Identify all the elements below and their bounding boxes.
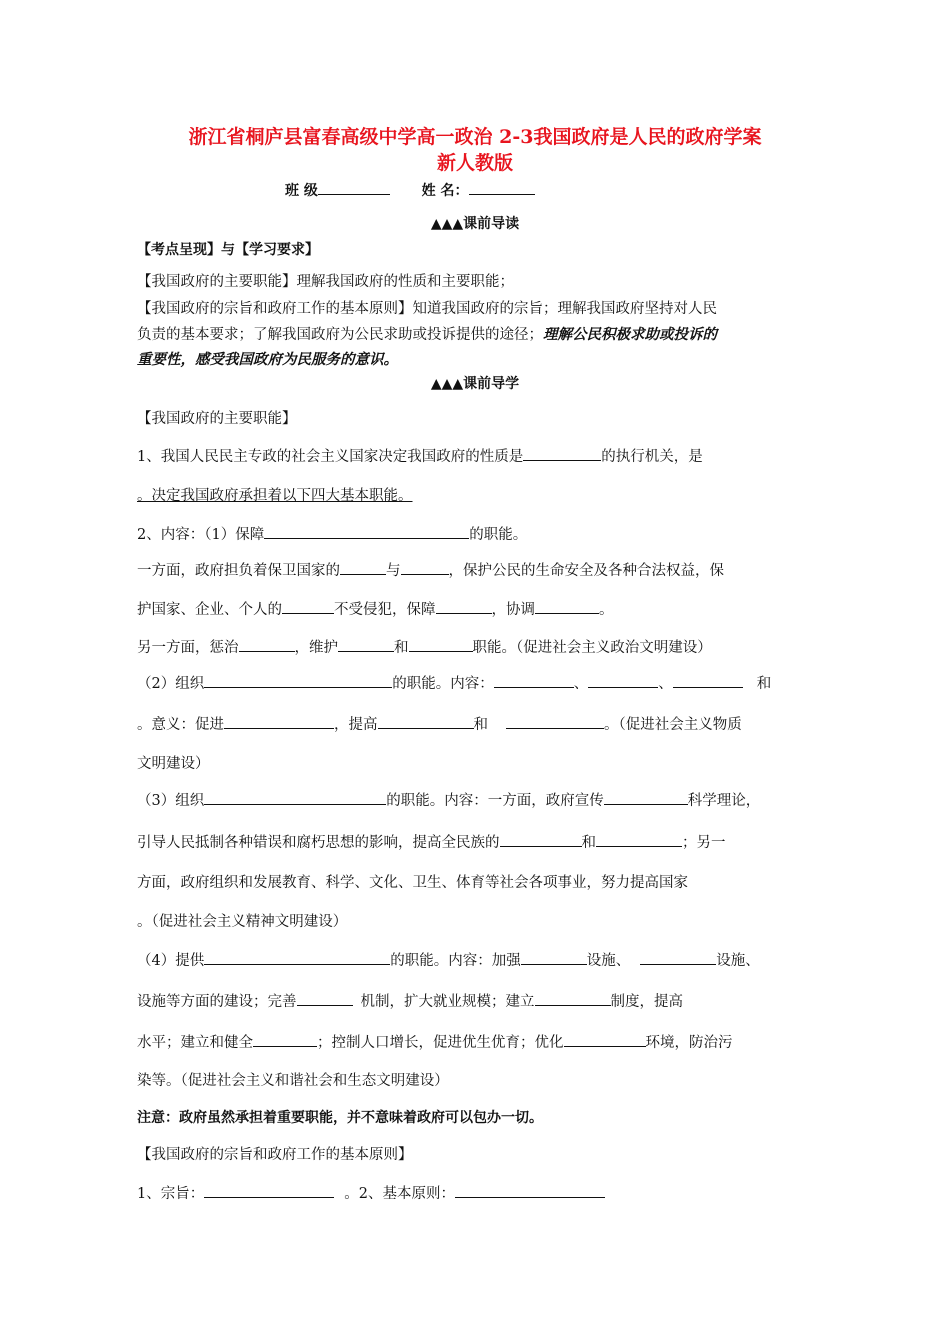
question-line: 1、我国人民民主专政的社会主义国家决定我国政府的性质是 的执行机关，是 [137,446,827,467]
answer-blank[interactable] [297,991,353,1006]
answer-blank[interactable] [523,446,601,461]
question-line: 1、宗旨： 。2、基本原则： [137,1183,827,1204]
requirement-line: 负责的基本要求；了解我国政府为公民求助或投诉提供的途径；理解公民积极求助或投诉的 [137,326,717,343]
answer-blank[interactable] [204,1183,334,1198]
answer-blank[interactable] [239,637,295,652]
answer-blank[interactable] [535,599,599,614]
class-blank[interactable] [318,180,390,195]
subsection-heading: 【我国政府的主要职能】 [137,411,297,427]
document-title: 浙江省桐庐县富春高级中学高一政治 2-3我国政府是人民的政府学案 [188,126,762,148]
section-heading-preview: ▲▲▲课前导读 [430,216,520,232]
answer-blank[interactable] [494,673,574,688]
question-line: 。意义：促进 ，提高 和 。（促进社会主义物质 [137,714,827,735]
answer-blank[interactable] [640,950,716,965]
name-label: 姓 名： [421,183,469,199]
answer-blank[interactable] [604,790,688,805]
answer-blank[interactable] [204,790,386,805]
subsection-heading: 【我国政府的宗旨和政府工作的基本原则】 [137,1147,413,1163]
answer-blank[interactable] [401,560,449,575]
question-line: 2、内容：（1）保障 的职能。 [137,524,827,545]
question-line: 文明建设） [137,756,210,772]
question-line: 水平；建立和健全 ；控制人口增长，促进优生优育；优化 环境，防治污 [137,1032,827,1053]
answer-blank[interactable] [409,637,473,652]
emphasis-text: 重要性，感受我国政府为民服务的意识。 [137,351,398,368]
name-blank[interactable] [469,180,535,195]
question-line: 设施等方面的建设；完善 机制，扩大就业规模；建立 制度，提高 [137,991,827,1012]
question-line: 另一方面，惩治 ，维护 和 职能。（促进社会主义政治文明建设） [137,637,827,658]
emphasis-text: 理解公民积极求助或投诉的 [543,326,717,343]
question-line: 方面，政府组织和发展教育、科学、文化、卫生、体育等社会各项事业，努力提高国家 [137,875,688,891]
answer-blank[interactable] [500,832,582,847]
requirement-line: 【我国政府的宗旨和政府工作的基本原则】知道我国政府的宗旨；理解我国政府坚持对人民 [137,301,717,317]
document-title-line2: 新人教版 [436,152,513,174]
answer-blank[interactable] [521,950,587,965]
answer-blank[interactable] [564,1032,646,1047]
answer-blank[interactable] [506,714,604,729]
question-line: （2）组织 的职能。内容： 、 、 和 [137,673,827,694]
question-line: 。（促进社会主义精神文明建设） [137,914,348,930]
question-line: （3）组织 的职能。内容：一方面，政府宣传 科学理论， [137,790,827,811]
answer-blank[interactable] [455,1183,605,1198]
answer-blank[interactable] [338,637,394,652]
question-line: （4）提供 的职能。内容：加强 设施、 设施、 [137,950,827,971]
answer-blank[interactable] [204,950,390,965]
answer-blank[interactable] [436,599,492,614]
answer-blank[interactable] [224,714,334,729]
question-line: 。决定我国政府承担着以下四大基本职能。 [137,488,413,504]
question-line: 护国家、企业、个人的 不受侵犯，保障 ，协调 。 [137,599,827,620]
note-text: 注意：政府虽然承担着重要职能，并不意味着政府可以包办一切。 [137,1110,543,1126]
answer-blank[interactable] [378,714,474,729]
answer-blank[interactable] [673,673,743,688]
answer-blank[interactable] [264,524,469,539]
requirement-line: 【我国政府的主要职能】理解我国政府的性质和主要职能； [137,274,514,290]
kaodian-heading: 【考点呈现】与【学习要求】 [137,242,319,258]
class-name-row [285,180,685,201]
section-heading-study: ▲▲▲课前导学 [430,376,520,392]
answer-blank[interactable] [282,599,334,614]
answer-blank[interactable] [588,673,658,688]
answer-blank[interactable] [596,832,682,847]
question-line: 染等。（促进社会主义和谐社会和生态文明建设） [137,1073,449,1089]
answer-blank[interactable] [535,991,611,1006]
question-line: 一方面，政府担负着保卫国家的 与 ，保护公民的生命安全及各种合法权益，保 [137,560,827,581]
question-line: 引导人民抵制各种错误和腐朽思想的影响，提高全民族的 和 ；另一 [137,832,827,853]
answer-blank[interactable] [340,560,386,575]
answer-blank[interactable] [204,673,392,688]
answer-blank[interactable] [253,1032,317,1047]
class-label: 班 级 [285,183,318,199]
